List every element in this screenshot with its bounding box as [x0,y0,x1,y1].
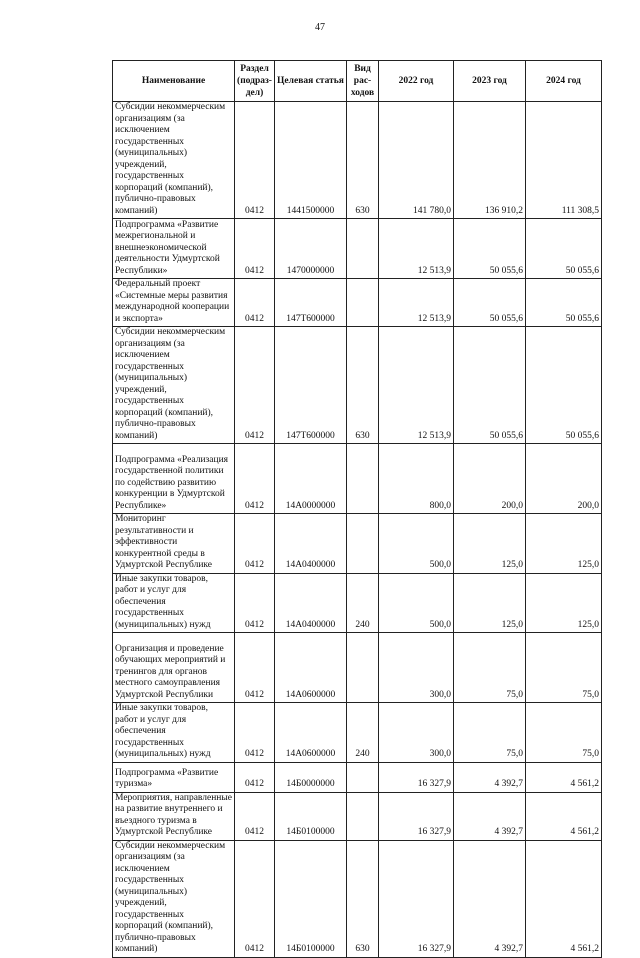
row-target: 1470000000 [275,219,347,279]
row-type [347,279,379,327]
row-type [347,444,379,514]
column-header-2024: 2024 год [526,61,602,102]
row-2023: 136 910,2 [454,102,526,219]
table-row [113,840,602,957]
row-2022: 16 327,9 [379,840,454,957]
row-type [347,219,379,279]
row-2022: 16 327,9 [379,762,454,792]
table-row [113,792,602,840]
row-name: Иные закупки товаров, работ и услуг для обеспечения государственных (муниципальных) нужд [113,573,235,633]
table-body [113,102,602,958]
row-2024: 4 561,2 [526,840,602,957]
row-type: 240 [347,703,379,763]
row-2024: 4 561,2 [526,792,602,840]
row-section: 0412 [235,840,275,957]
row-2022: 12 513,9 [379,327,454,444]
page-number: 47 [315,22,325,33]
row-2024: 4 561,2 [526,762,602,792]
row-target: 14A0400000 [275,573,347,633]
row-2024: 75,0 [526,633,602,703]
table-row [113,573,602,633]
row-section: 0412 [235,219,275,279]
row-section: 0412 [235,327,275,444]
row-2022: 300,0 [379,703,454,763]
row-2023: 50 055,6 [454,219,526,279]
row-2022: 12 513,9 [379,279,454,327]
row-name: Подпрограмма «Развитие туризма» [113,762,235,792]
row-2023: 50 055,6 [454,279,526,327]
row-section: 0412 [235,444,275,514]
row-2024: 75,0 [526,703,602,763]
row-name: Мониторинг результативности и эффективности конкурентной среды в Удмуртской Республике [113,514,235,574]
row-target: 14A0600000 [275,703,347,763]
row-2024: 125,0 [526,573,602,633]
row-name: Подпрограмма «Реализация государственной политики по содействию развитию конкуренции в Удмуртской Республике» [113,444,235,514]
column-header-2022: 2022 год [379,61,454,102]
row-target: 1441500000 [275,102,347,219]
table-row [113,102,602,219]
row-2023: 4 392,7 [454,840,526,957]
table-row [113,633,602,703]
table-row [113,762,602,792]
column-header-name: Наименование [113,61,235,102]
row-section: 0412 [235,703,275,763]
row-2024: 50 055,6 [526,279,602,327]
row-type [347,514,379,574]
row-target: 147T600000 [275,279,347,327]
row-2023: 125,0 [454,514,526,574]
row-2024: 200,0 [526,444,602,514]
row-target: 14A0000000 [275,444,347,514]
column-header-section: Раздел (подраз-дел) [235,61,275,102]
row-section: 0412 [235,762,275,792]
row-2023: 75,0 [454,703,526,763]
row-2024: 111 308,5 [526,102,602,219]
row-2022: 800,0 [379,444,454,514]
row-name: Субсидии некоммерческим организациям (за исключением государственных (муниципальных) учреждений, государственных корпораций (компаний), публично-правовых компаний) [113,327,235,444]
row-type: 240 [347,573,379,633]
row-2023: 4 392,7 [454,792,526,840]
row-2023: 50 055,6 [454,327,526,444]
row-target: 147T600000 [275,327,347,444]
row-type [347,762,379,792]
row-2022: 12 513,9 [379,219,454,279]
row-section: 0412 [235,514,275,574]
row-2024: 50 055,6 [526,219,602,279]
column-header-type: Вид рас-ходов [347,61,379,102]
row-2023: 4 392,7 [454,762,526,792]
row-type: 630 [347,327,379,444]
row-type [347,633,379,703]
row-target: 14A0400000 [275,514,347,574]
row-section: 0412 [235,792,275,840]
row-2023: 75,0 [454,633,526,703]
row-target: 14Б0100000 [275,792,347,840]
budget-table [112,60,602,958]
row-type [347,792,379,840]
row-target: 14A0600000 [275,633,347,703]
row-type: 630 [347,840,379,957]
table-row [113,444,602,514]
row-name: Организация и проведение обучающих мероприятий и тренингов для органов местного самоуправления Удмуртской Республики [113,633,235,703]
table-row [113,514,602,574]
row-section: 0412 [235,633,275,703]
row-target: 14Б0000000 [275,762,347,792]
row-section: 0412 [235,102,275,219]
row-2022: 500,0 [379,514,454,574]
row-name: Иные закупки товаров, работ и услуг для обеспечения государственных (муниципальных) нужд [113,703,235,763]
row-section: 0412 [235,279,275,327]
row-section: 0412 [235,573,275,633]
row-name: Субсидии некоммерческим организациям (за исключением государственных (муниципальных) учреждений, государственных корпораций (компаний), публично-правовых компаний) [113,840,235,957]
table-row [113,279,602,327]
row-name: Подпрограмма «Развитие межрегиональной и внешнеэкономической деятельности Удмуртской Республики» [113,219,235,279]
row-2022: 141 780,0 [379,102,454,219]
row-2022: 300,0 [379,633,454,703]
table-row [113,703,602,763]
row-2022: 16 327,9 [379,792,454,840]
header-row [113,61,602,102]
row-type: 630 [347,102,379,219]
column-header-target: Целевая статья [275,61,347,102]
row-name: Федеральный проект «Системные меры развития международной кооперации и экспорта» [113,279,235,327]
row-name: Мероприятия, направленные на развитие внутреннего и въездного туризма в Удмуртской Республике [113,792,235,840]
row-name: Субсидии некоммерческим организациям (за исключением государственных (муниципальных) учреждений, государственных корпораций (компаний), публично-правовых компаний) [113,102,235,219]
row-2024: 125,0 [526,514,602,574]
row-2023: 200,0 [454,444,526,514]
table-row [113,327,602,444]
table-row [113,219,602,279]
row-target: 14Б0100000 [275,840,347,957]
row-2024: 50 055,6 [526,327,602,444]
row-2022: 500,0 [379,573,454,633]
row-2023: 125,0 [454,573,526,633]
column-header-2023: 2023 год [454,61,526,102]
